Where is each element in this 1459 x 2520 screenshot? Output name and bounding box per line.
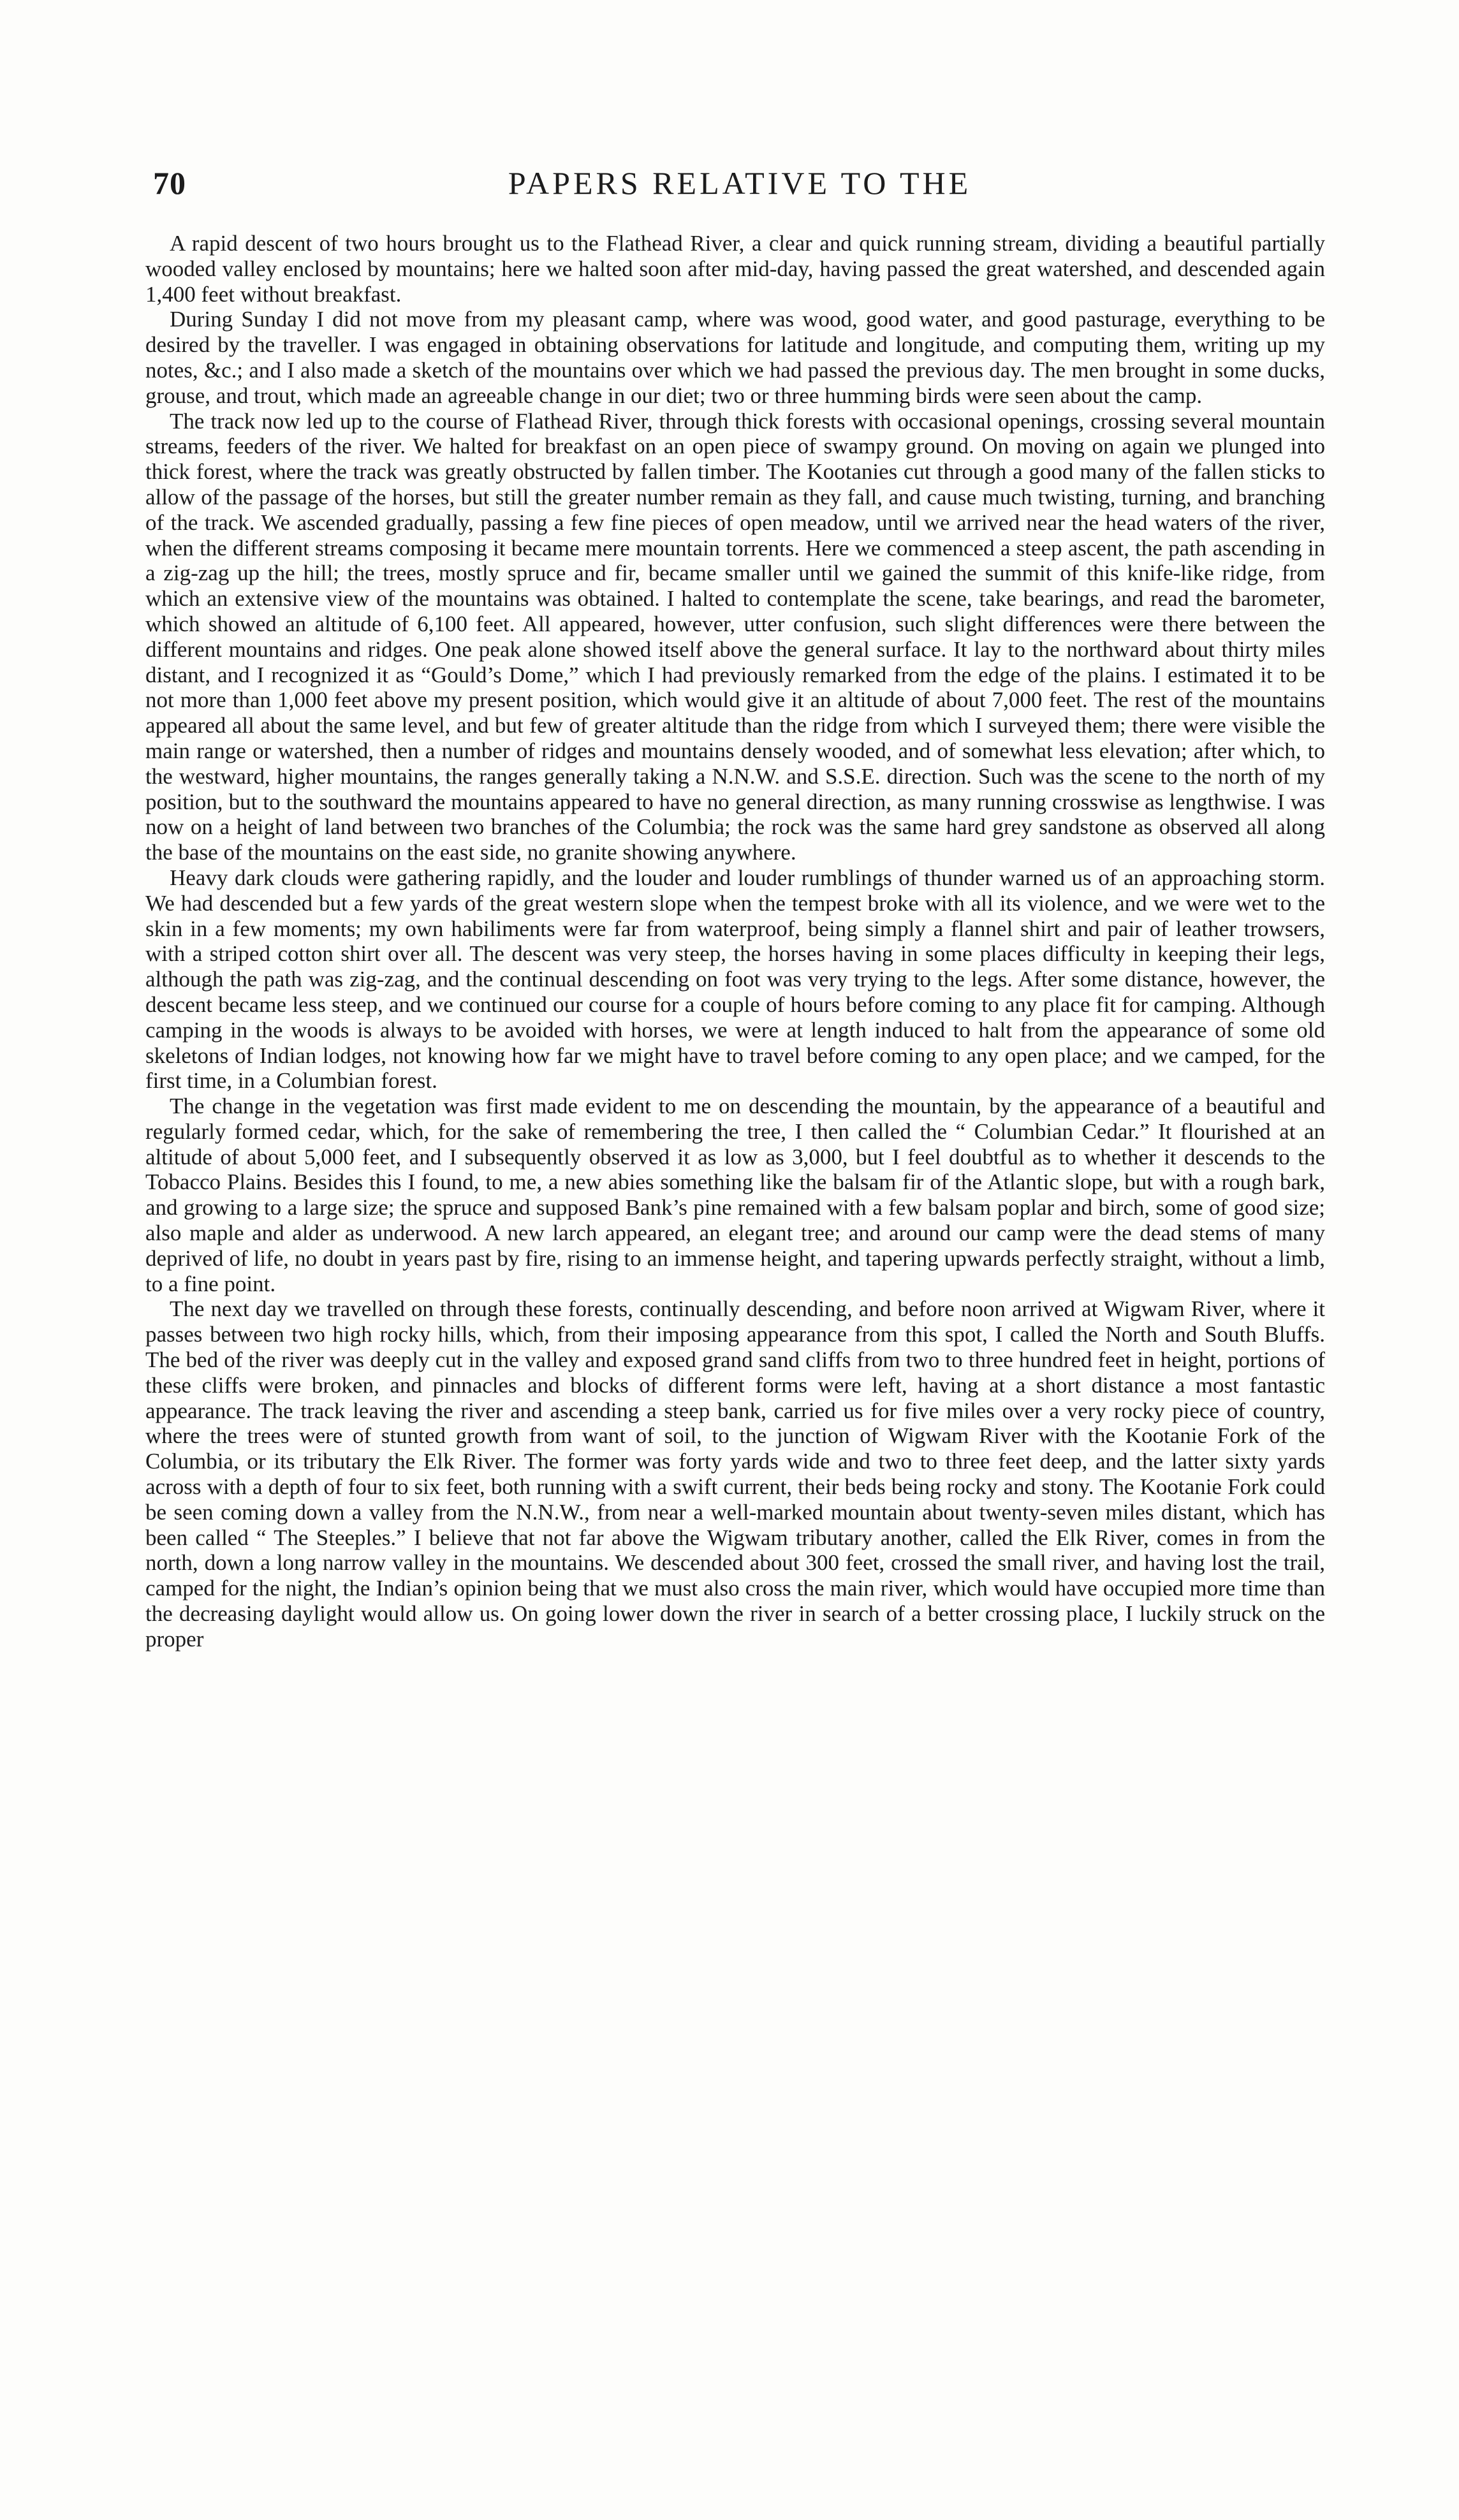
paragraph-wigwam-river: The next day we travelled on through these forests, continually descending, and before noon arrived at Wigwam River, where it passes between two high rocky hills, which, from their imposing appearance from this spot, I called the North and South Bluffs. The bed of the river was deeply cut in the valley and exposed grand sand cliffs from two to three hundred feet in height, portions of these cliffs were broken, and pinnacles and blocks of different forms were left, having at a short distance a most fantastic appearance. The track leaving the river and ascending a steep bank, carried us for five miles over a very rocky piece of country, where the trees were of stunted growth from want of soil, to the junction of Wigwam River with the Kootanie Fork of the Columbia, or its tributary the Elk River. The former was forty yards wide and two to three feet deep, and the latter sixty yards across with a depth of four to six feet, both running with a swift current, their beds being rocky and stony. The Kootanie Fork could be seen coming down a valley from the N.N.W., from near a well-marked mountain about twenty-seven miles distant, which has been called “ The Steeples.” I believe that not far above the Wigwam tributary another, called the Elk River, comes in from the north, down a long narrow valley in the mountains. We descended about 300 feet, crossed the small river, and having lost the trail, camped for the night, the Indian’s opinion being that we must also cross the main river, which would have occupied more time than the decreasing daylight would allow us. On going lower down the river in search of a better crossing place, I luckily struck on the proper <box>145 1296 1325 1652</box>
paragraph-storm: Heavy dark clouds were gathering rapidly, and the louder and louder rumblings of thunder warned us of an approaching storm. We had descended but a few yards of the great western slope when the tempest broke with all its violence, and we were wet to the skin in a few moments; my own habiliments were far from waterproof, being simply a flannel shirt and pair of leather trowsers, with a striped cotton shirt over all. The descent was very steep, the horses having in some places difficulty in keeping their legs, although the path was zig-zag, and the continual descending on foot was very trying to the legs. After some distance, however, the descent became less steep, and we continued our course for a couple of hours before coming to any place fit for camping. Although camping in the woods is always to be avoided with horses, we were at length induced to halt from the appearance of some old skeletons of Indian lodges, not knowing how far we might have to travel before coming to any open place; and we camped, for the first time, in a Columbian forest. <box>145 865 1325 1094</box>
paragraph-vegetation: The change in the vegetation was first made evident to me on descending the mountain, by the appearance of a beautiful and regularly formed cedar, which, for the sake of remembering the tree, I then called the “ Columbian Cedar.” It flourished at an altitude of about 5,000 feet, and I subsequently observed it as low as 3,000, but I feel doubtful as to whether it descends to the Tobacco Plains. Besides this I found, to me, a new abies something like the balsam fir of the Atlantic slope, but with a rough bark, and growing to a large size; the spruce and supposed Bank’s pine remained with a few balsam poplar and birch, some of good size; also maple and alder as underwood. A new larch appeared, an elegant tree; and around our camp were the dead stems of many deprived of life, no doubt in years past by fire, rising to an immense height, and tapering upwards perfectly straight, without a limb, to a fine point. <box>145 1094 1325 1296</box>
paragraph-ridge-view: The track now led up to the course of Flathead River, through thick forests with occasional openings, crossing several mountain streams, feeders of the river. We halted for breakfast on an open piece of swampy ground. On moving on again we plunged into thick forest, where the track was greatly obstructed by fallen timber. The Kootanies cut through a good many of the fallen sticks to allow of the passage of the horses, but still the greater number remain as they fall, and cause much twisting, turning, and branching of the track. We ascended gradually, passing a few fine pieces of open meadow, until we arrived near the head waters of the river, when the different streams composing it became mere mountain torrents. Here we commenced a steep ascent, the path ascending in a zig-zag up the hill; the trees, mostly spruce and fir, became smaller until we gained the summit of this knife-like ridge, from which an extensive view of the mountains was obtained. I halted to contemplate the scene, take bearings, and read the barometer, which showed an altitude of 6,100 feet. All appeared, however, utter confusion, such slight differences were there between the different mountains and ridges. One peak alone showed itself above the general surface. It lay to the northward about thirty miles distant, and I recognized it as “Gould’s Dome,” which I had previously remarked from the edge of the plains. I estimated it to be not more than 1,000 feet above my present position, which would give it an altitude of about 7,000 feet. The rest of the mountains appeared all about the same level, and but few of greater altitude than the ridge from which I surveyed them; there were visible the main range or watershed, then a number of ridges and mountains densely wooded, and of somewhat less elevation; after which, to the westward, higher mountains, the ranges generally taking a N.N.W. and S.S.E. direction. Such was the scene to the north of my position, but to the southward the mountains appeared to have no general direction, as many running crosswise as lengthwise. I was now on a height of land between two branches of the Columbia; the rock was the same hard grey sandstone as observed all along the base of the mountains on the east side, no granite showing anywhere. <box>145 408 1325 865</box>
body-text <box>145 231 1325 1652</box>
paragraph-descent-flathead: A rapid descent of two hours brought us to the Flathead River, a clear and quick running stream, dividing a beautiful partially wooded valley enclosed by mountains; here we halted soon after mid-day, having passed the great watershed, and descended again 1,400 feet without breakfast. <box>145 231 1325 307</box>
page-number: 70 <box>153 165 186 201</box>
paragraph-sunday-camp: During Sunday I did not move from my pleasant camp, where was wood, good water, and good pasturage, everything to be desired by the traveller. I was engaged in obtaining observations for latitude and longitude, and computing them, writing up my notes, &c.; and I also made a sketch of the mountains over which we had passed the previous day. The men brought in some ducks, grouse, and trout, which made an agreeable change in our diet; two or three humming birds were seen about the camp. <box>145 307 1325 408</box>
running-title: PAPERS RELATIVE TO THE <box>508 165 972 201</box>
page-header <box>153 165 1326 209</box>
